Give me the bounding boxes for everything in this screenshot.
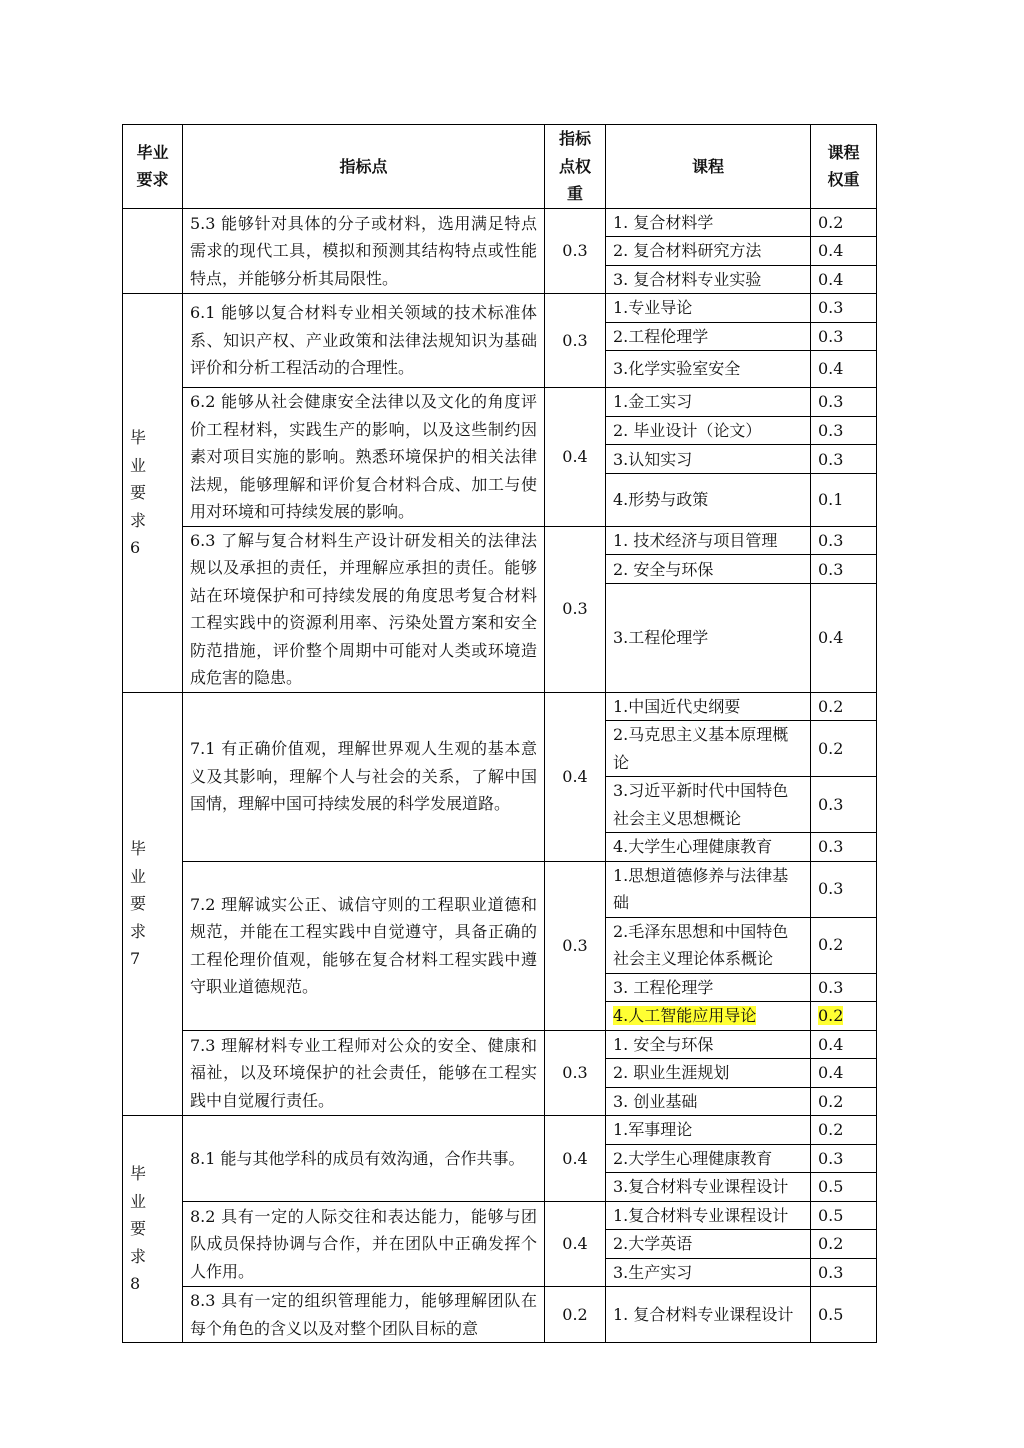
course-weight-cell: 0.3 [811,861,877,917]
requirement-course-table [122,124,877,1343]
course-cell: 3.习近平新时代中国特色社会主义思想概论 [606,777,811,833]
indicator-cell: 7.1 有正确价值观，理解世界观人生观的基本意义及其影响，理解个人与社会的关系，了解中国国情，理解中国可持续发展的科学发展道路。 [183,692,545,861]
table-row [123,388,877,417]
course-cell: 2.马克思主义基本原理概论 [606,721,811,777]
course-weight-cell: 0.3 [811,973,877,1002]
course-cell: 2.工程伦理学 [606,322,811,351]
requirement-text: 毕业 [130,839,155,886]
indicator-weight-cell: 0.2 [545,1287,606,1343]
course-weight-cell: 0.4 [811,265,877,294]
course-weight-cell: 0.3 [811,833,877,862]
course-weight-cell: 0.3 [811,555,877,584]
course-cell: 1. 技术经济与项目管理 [606,526,811,555]
course-weight-cell: 0.5 [811,1173,877,1202]
requirement-text: 毕业 [130,1164,155,1211]
indicator-cell: 6.1 能够以复合材料专业相关领域的技术标准体系、知识产权、产业政策和法律法规知识为基础评价和分析工程活动的合理性。 [183,294,545,388]
requirement-text: 要求 [130,483,155,530]
header-row [123,125,877,209]
requirement-text: 要求 [130,894,155,941]
course-weight-cell [811,1002,877,1031]
course-cell: 4.大学生心理健康教育 [606,833,811,862]
course-cell: 2.大学英语 [606,1230,811,1259]
requirement-text: 8 [130,1274,149,1294]
course-cell: 1.军事理论 [606,1116,811,1145]
course-cell: 2. 职业生涯规划 [606,1059,811,1088]
course-cell: 3.认知实习 [606,445,811,474]
table-row [123,861,877,917]
course-cell: 1.中国近代史纲要 [606,692,811,721]
course-weight-cell: 0.2 [811,208,877,237]
course-cell: 2. 毕业设计（论文） [606,416,811,445]
requirement-text: 6 [130,538,149,557]
requirement-cell [123,208,183,294]
course-weight-cell: 0.2 [811,1087,877,1116]
course-weight-cell: 0.4 [811,1059,877,1088]
indicator-cell: 8.1 能与其他学科的成员有效沟通，合作共事。 [183,1116,545,1202]
indicator-weight-cell: 0.4 [545,1116,606,1202]
requirement-cell [123,692,183,1116]
course-weight-cell: 0.3 [811,322,877,351]
header-indicator: 指标点 [183,125,545,209]
indicator-weight-cell: 0.3 [545,208,606,294]
indicator-cell: 8.3 具有一定的组织管理能力，能够理解团队在每个角色的含义以及对整个团队目标的意 [183,1287,545,1343]
header-indicator-weight: 指标 点权 重 [545,125,606,209]
course-cell: 3. 工程伦理学 [606,973,811,1002]
course-cell: 1.复合材料专业课程设计 [606,1201,811,1230]
requirement-cell [123,294,183,693]
course-weight-cell: 0.2 [811,1230,877,1259]
indicator-weight-cell: 0.4 [545,1201,606,1287]
indicator-cell: 6.3 了解与复合材料生产设计研发相关的法律法规以及承担的责任，并理解应承担的责任。能够站在环境保护和可持续发展的角度思考复合材料工程实践中的资源利用率、污染处置方案和安全防范措施，评价整个周期中可能对人类或环境造成危害的隐患。 [183,526,545,692]
course-weight-cell: 0.4 [811,237,877,266]
table-row [123,526,877,555]
table-row [123,294,877,323]
indicator-cell: 7.3 理解材料专业工程师对公众的安全、健康和福祉，以及环境保护的社会责任，能够在工程实践中自觉履行责任。 [183,1030,545,1116]
course-weight-cell: 0.4 [811,584,877,692]
course-weight-cell: 0.2 [811,1116,877,1145]
table-row [123,1201,877,1230]
indicator-weight-cell: 0.3 [545,1030,606,1116]
course-cell: 3.化学实验室安全 [606,351,811,388]
course-cell: 1.金工实习 [606,388,811,417]
course-cell: 3.工程伦理学 [606,584,811,692]
course-cell: 1.思想道德修养与法律基础 [606,861,811,917]
indicator-weight-cell: 0.3 [545,294,606,388]
course-cell: 4.形势与政策 [606,474,811,526]
header-course: 课程 [606,125,811,209]
course-weight-cell: 0.3 [811,445,877,474]
course-weight-cell: 0.3 [811,526,877,555]
course-cell: 3.生产实习 [606,1258,811,1287]
requirement-cell [123,1116,183,1343]
course-cell: 1. 复合材料学 [606,208,811,237]
course-cell: 2. 复合材料研究方法 [606,237,811,266]
course-weight-cell: 0.3 [811,777,877,833]
indicator-weight-cell: 0.3 [545,526,606,692]
course-cell: 3. 复合材料专业实验 [606,265,811,294]
indicator-cell: 8.2 具有一定的人际交往和表达能力，能够与团队成员保持协调与合作，并在团队中正确发挥个人作用。 [183,1201,545,1287]
table-row [123,1287,877,1343]
course-weight-cell: 0.3 [811,388,877,417]
requirement-text: 要求 [130,1219,155,1266]
requirement-text: 7 [130,949,149,968]
course-weight-cell: 0.3 [811,1144,877,1173]
course-cell: 2.大学生心理健康教育 [606,1144,811,1173]
course-weight: 0.2 [818,1006,844,1025]
indicator-weight-cell: 0.3 [545,861,606,1030]
course-weight-cell: 0.1 [811,474,877,526]
table-row [123,692,877,721]
course-weight-cell: 0.4 [811,1030,877,1059]
course-cell: 2. 安全与环保 [606,555,811,584]
course-weight-cell: 0.5 [811,1287,877,1343]
course-weight-cell: 0.3 [811,416,877,445]
indicator-cell: 7.2 理解诚实公正、诚信守则的工程职业道德和规范，并能在工程实践中自觉遵守，具备正确的工程伦理价值观，能够在复合材料工程实践中遵守职业道德规范。 [183,861,545,1030]
table-row [123,208,877,237]
course-cell: 2.毛泽东思想和中国特色社会主义理论体系概论 [606,917,811,973]
course-cell: 1. 复合材料专业课程设计 [606,1287,811,1343]
course-cell: 1. 安全与环保 [606,1030,811,1059]
header-course-weight: 课程 权重 [811,125,877,209]
indicator-weight-cell: 0.4 [545,692,606,861]
course-cell: 1.专业导论 [606,294,811,323]
table-row [123,1030,877,1059]
course-weight-cell: 0.3 [811,294,877,323]
course-weight-cell: 0.2 [811,692,877,721]
course-cell [606,1002,811,1031]
course-cell: 3. 创业基础 [606,1087,811,1116]
course-weight-cell: 0.5 [811,1201,877,1230]
indicator-cell: 6.2 能够从社会健康安全法律以及文化的角度评价工程材料，实践生产的影响，以及这些制约因素对项目实施的影响。熟悉环境保护的相关法律法规，能够理解和评价复合材料合成、加工与使用对环境和可持续发展的影响。 [183,388,545,527]
course-weight-cell: 0.2 [811,721,877,777]
indicator-weight-cell: 0.4 [545,388,606,527]
course-cell: 3.复合材料专业课程设计 [606,1173,811,1202]
table-row [123,1116,877,1145]
header-requirement: 毕业 要求 [123,125,183,209]
course-weight-cell: 0.4 [811,351,877,388]
indicator-cell: 5.3 能够针对具体的分子或材料，选用满足特点需求的现代工具，模拟和预测其结构特点或性能特点，并能够分析其局限性。 [183,208,545,294]
requirement-text: 毕业 [130,428,155,475]
course-weight-cell: 0.3 [811,1258,877,1287]
course-weight-cell: 0.2 [811,917,877,973]
course-name: 4.人工智能应用导论 [613,1006,757,1025]
